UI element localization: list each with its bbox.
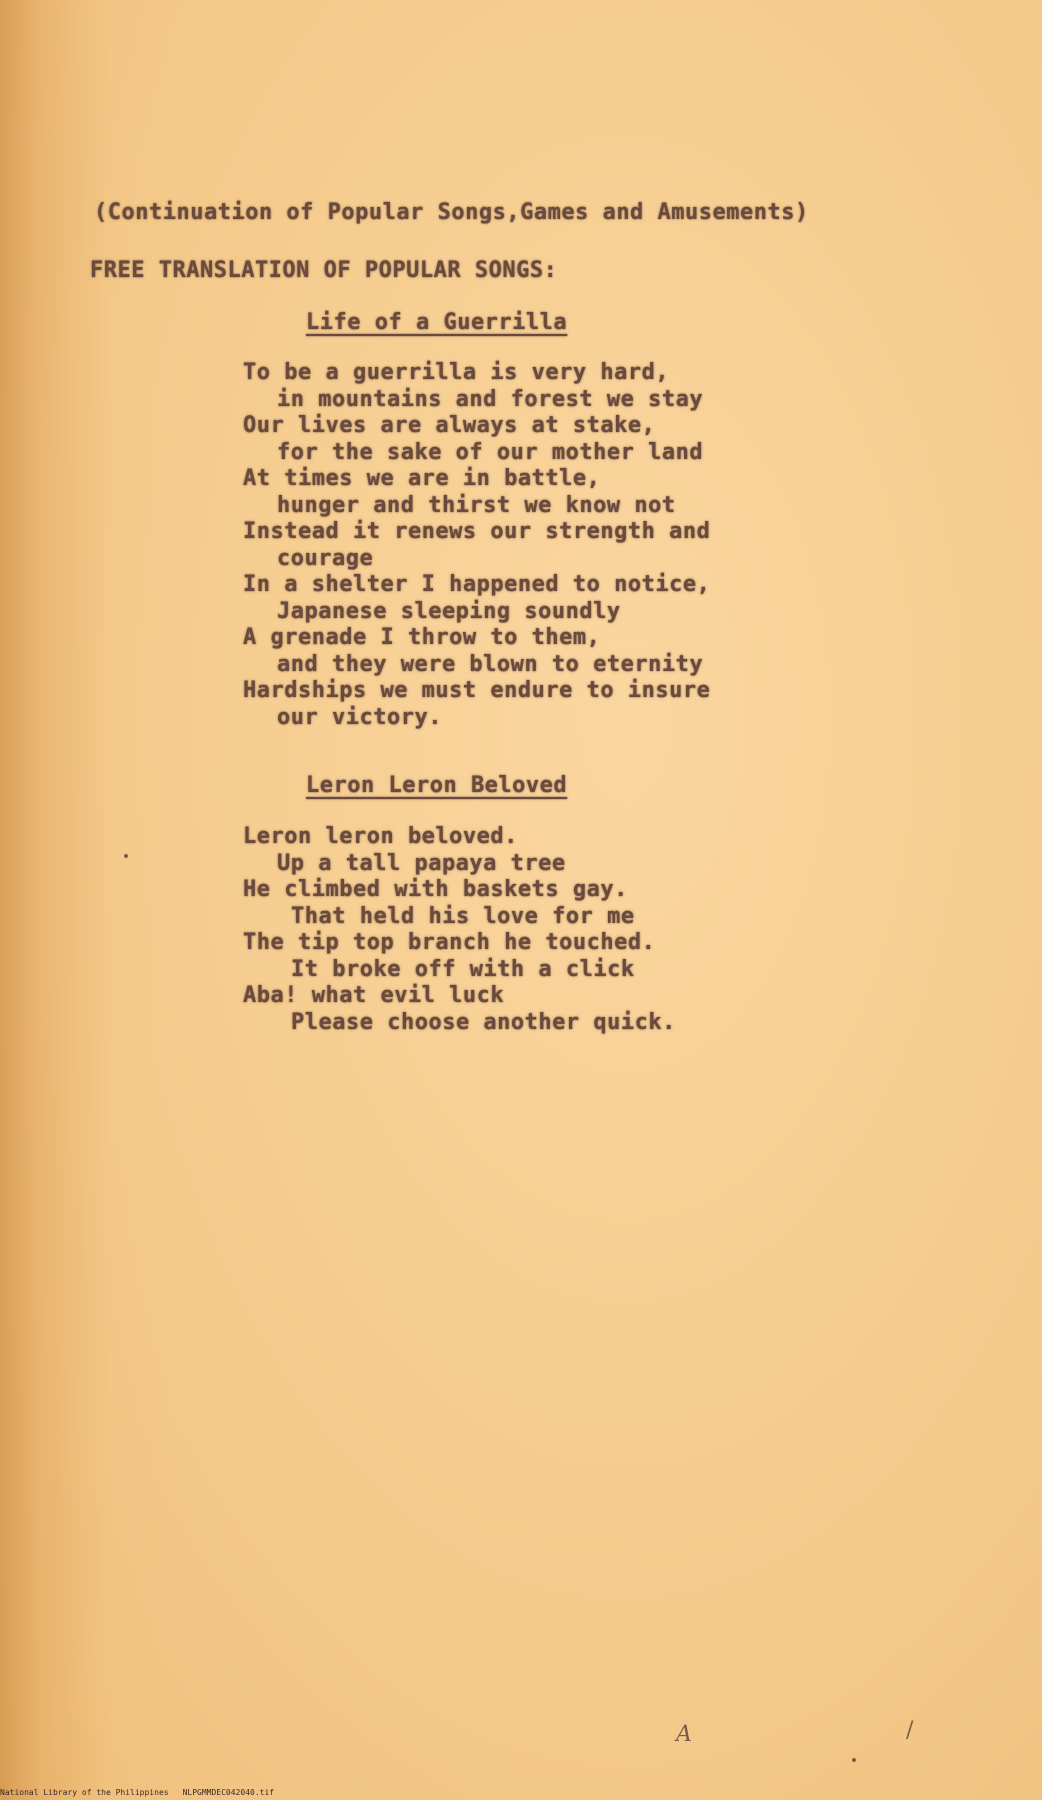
speck-mark [124,854,128,858]
pencil-mark-slash: / [906,1718,914,1743]
lyric-line: Japanese sleeping soundly [277,598,621,624]
lyric-line: That held his love for me [291,903,635,929]
lyric-line: our victory. [277,704,442,730]
scan-footer [0,1788,288,1797]
lyric-line: for the sake of our mother land [277,439,704,465]
lyric-line: A grenade I throw to them, [243,625,601,650]
song-title-leron: Leron Leron Beloved [306,773,568,798]
lyric-line: The tip top branch he touched. [243,930,656,955]
section-heading: FREE TRANSLATION OF POPULAR SONGS: [90,258,558,283]
lyric-line: Instead it renews our strength and [243,519,711,544]
footer-source: National Library of the Philippines [0,1788,169,1797]
pencil-mark-a: A [676,1722,692,1747]
lyric-line: Please choose another quick. [291,1009,676,1035]
song-lyrics-guerrilla [243,360,710,731]
lyric-line: To be a guerrilla is very hard, [243,360,670,385]
lyric-line: Our lives are always at stake, [243,413,656,438]
lyric-line: Up a tall papaya tree [277,850,566,876]
lyric-line: in mountains and forest we stay [277,386,704,412]
song-lyrics-leron [243,824,676,1036]
lyric-line: Aba! what evil luck [243,983,505,1008]
song-title-guerrilla: Life of a Guerrilla [306,310,568,335]
lyric-line: He climbed with baskets gay. [243,877,628,902]
speck-mark [852,1758,856,1762]
lyric-line: courage [277,545,374,571]
lyric-line: hunger and thirst we know not [277,492,676,518]
lyric-line: At times we are in battle, [243,466,601,491]
lyric-line: Leron leron beloved. [243,824,518,849]
lyric-line: It broke off with a click [291,956,635,982]
lyric-line: In a shelter I happened to notice, [243,572,711,597]
lyric-line: Hardships we must endure to insure [243,678,711,703]
continuation-heading: (Continuation of Popular Songs,Games and Amusements) [94,200,809,225]
footer-filename: NLPGMMDEC042040.tif [182,1788,275,1797]
lyric-line: and they were blown to eternity [277,651,704,677]
